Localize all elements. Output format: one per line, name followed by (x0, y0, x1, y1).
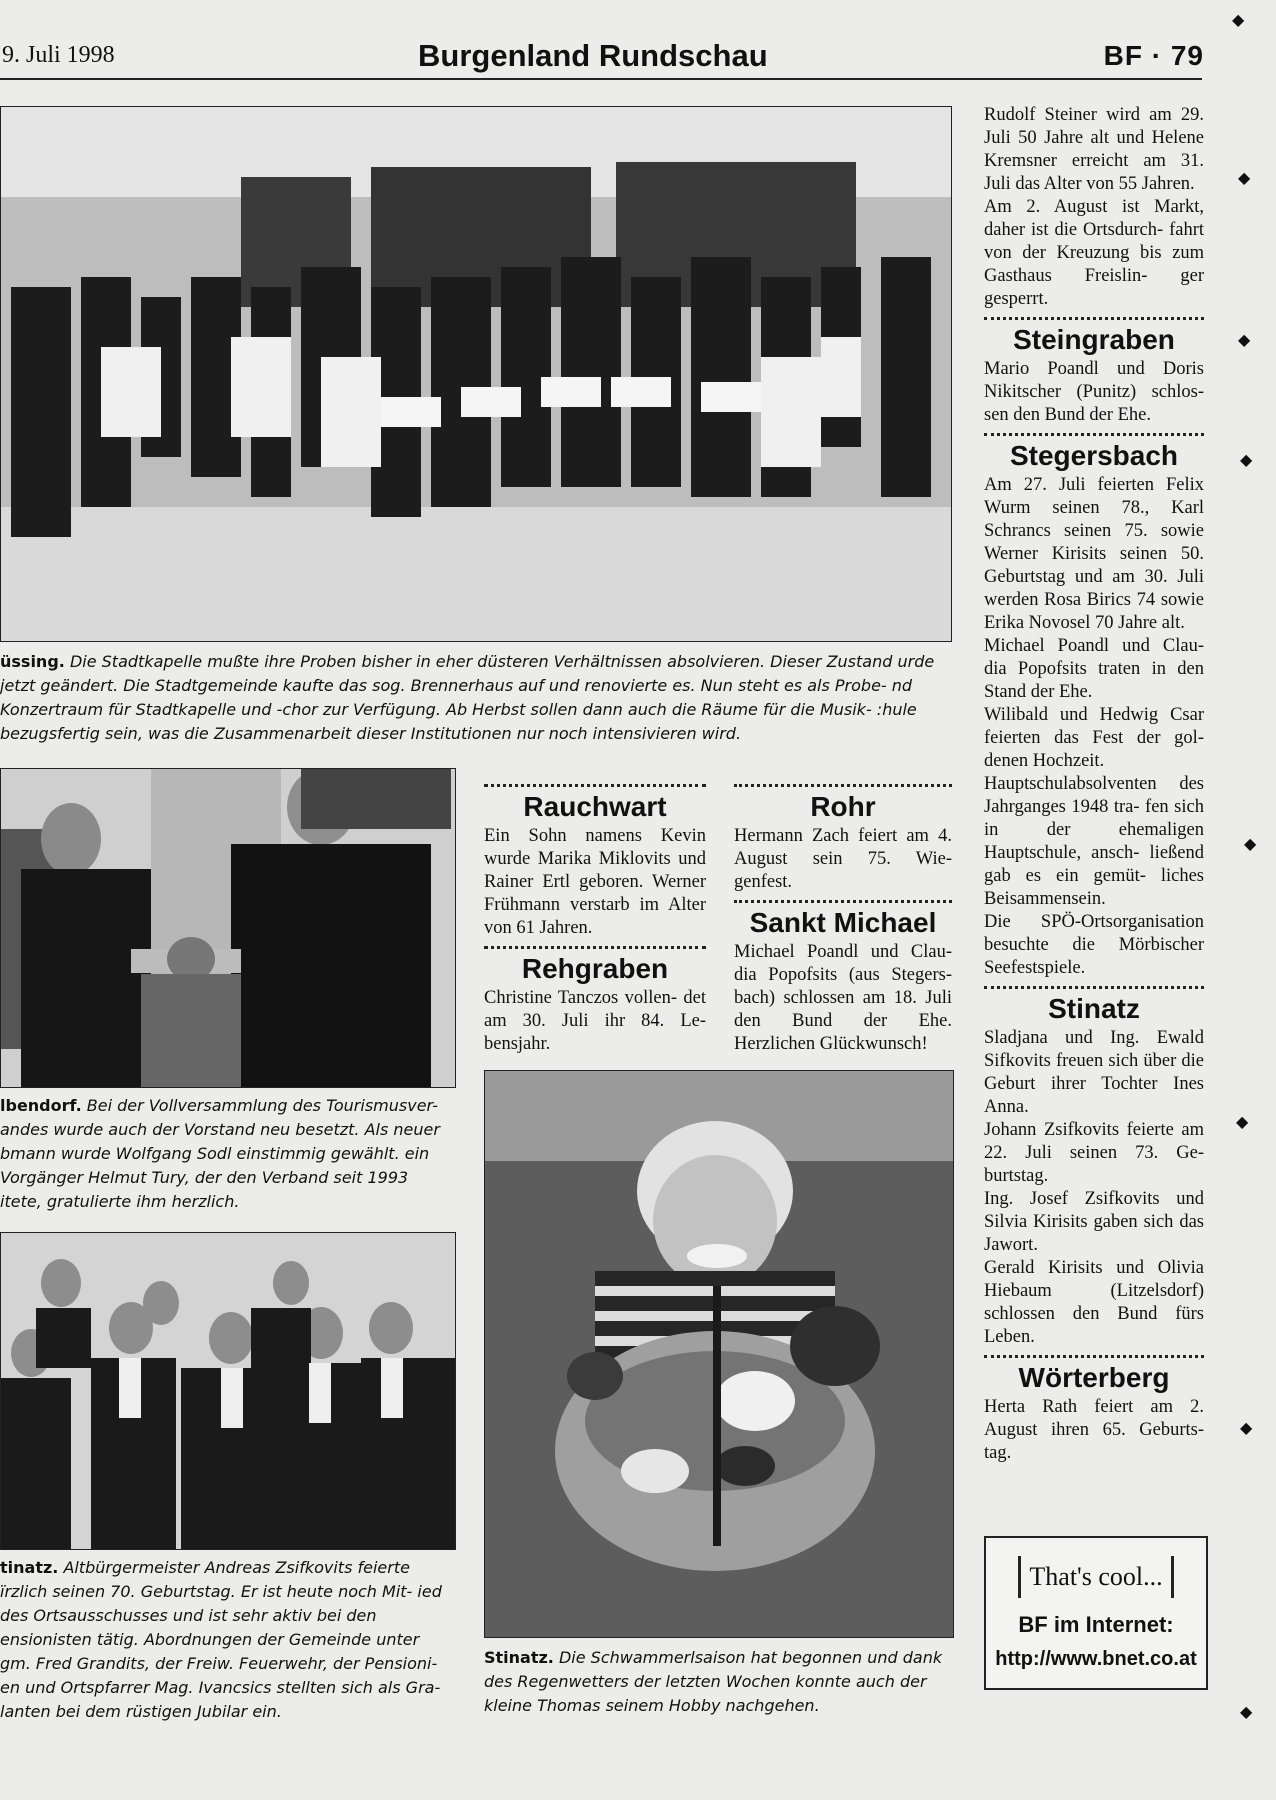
separator (734, 784, 952, 787)
scan-mark-icon: ◆ (1240, 1704, 1253, 1721)
heading-rohr: Rohr (810, 791, 876, 822)
handshake-caption-text: Bei der Vollversammlung des Tourismusver- andes wurde auch der Vorstand neu besetzt. Als neuer bmann wurde Wolfgang Sodl einstimmig gewählt. ein Vorgänger Helmut Tury, der den Verband seit 1993 itete, gratulierte ihm herzlich. (0, 1096, 440, 1211)
scan-mark-icon: ◆ (1238, 170, 1251, 187)
group-photo (0, 1232, 456, 1550)
text-stinatz-4: Gerald Kirisits und Olivia Hiebaum (Litzelsdorf) schlossen den Bund fürs Leben. (984, 1258, 1204, 1347)
heading-rehgraben: Rehgraben (521, 953, 669, 984)
newspaper-title: Burgenland Rundschau (418, 38, 768, 73)
text-rehgraben: Christine Tanczos vollen- det am 30. Juli ihr 84. Le- bensjahr. (484, 988, 706, 1054)
ad-url-link[interactable]: http://www.bnet.co.at (995, 1648, 1197, 1670)
separator (984, 317, 1204, 320)
heading-stegersbach: Stegersbach (1009, 440, 1179, 471)
handshake-caption (0, 1094, 454, 1214)
text-stegersbach-2: Michael Poandl und Clau- dia Popofsits traten in den Stand der Ehe. (984, 636, 1204, 702)
separator (734, 900, 952, 903)
scan-mark-icon: ◆ (1236, 1114, 1249, 1131)
text-sankt-michael: Michael Poandl und Clau- dia Popofsits (aus Stegers- bach) schlossen am 18. Juli den Bund der Ehe. Herzlichen Glückwunsch! (734, 942, 952, 1054)
text-stegersbach-3: Wilibald und Hedwig Csar feierten das Fest der gol- denen Hochzeit. (984, 705, 1204, 771)
heading-steingraben: Steingraben (1013, 324, 1175, 355)
text-stinatz-2: Johann Zsifkovits feierte am 22. Juli seinen 73. Ge- burtstag. (984, 1120, 1204, 1186)
internet-ad (984, 1536, 1208, 1690)
issue-date: 9. Juli 1998 (2, 42, 115, 68)
band-caption-place: üssing. (0, 652, 65, 671)
handshake-photo (0, 768, 456, 1088)
text-rohr: Hermann Zach feiert am 4. August sein 75. Wie- genfest. (734, 826, 952, 892)
text-stegersbach-4: Hauptschulabsolventen des Jahrganges 1948 tra- fen sich in der ehemaligen Hauptschule, ansch- ließend gab es ein gemüt- liches Beisammensein. (984, 774, 1204, 909)
text-intro-2: Am 2. August ist Markt, daher ist die Ortsdurch- fahrt von der Kreuzung bis zum Gasthaus Freislin- ger gesperrt. (984, 197, 1204, 309)
boy-caption (484, 1646, 952, 1718)
separator (484, 946, 706, 949)
text-stegersbach-5: Die SPÖ-Ortsorganisation besuchte die Mörbischer Seefestspiele. (984, 912, 1204, 978)
band-photo (0, 106, 952, 642)
text-stinatz-3: Ing. Josef Zsifkovits und Silvia Kirisits gaben sich das Jawort. (984, 1189, 1204, 1255)
text-worterberg: Herta Rath feiert am 2. August ihren 65. Geburts- tag. (984, 1397, 1204, 1463)
text-intro-1: Rudolf Steiner wird am 29. Juli 50 Jahre alt und Helene Kremsner erreicht am 31. Juli das Alter von 55 Jahren. (984, 105, 1204, 194)
text-steingraben: Mario Poandl und Doris Nikitscher (Punitz) schlos- sen den Bund der Ehe. (984, 359, 1204, 425)
text-stegersbach-1: Am 27. Juli feierten Felix Wurm seinen 78., Karl Schrancs seinen 75. sowie Werner Kirisits seinen 50. Geburtstag und am 30. Juli werden Rosa Birics 74 sowie Erika Novosel 70 Jahre alt. (984, 475, 1204, 633)
boy-caption-place: Stinatz. (484, 1648, 554, 1667)
news-column-mid-left (484, 778, 706, 1056)
group-caption-place: tinatz. (0, 1558, 59, 1577)
heading-rauchwart: Rauchwart (523, 791, 667, 822)
separator (984, 986, 1204, 989)
separator (984, 1355, 1204, 1358)
ad-headline: BF im Internet: (1018, 1612, 1174, 1637)
scan-mark-icon: ◆ (1232, 12, 1245, 29)
heading-worterberg: Wörterberg (1018, 1362, 1170, 1393)
group-photo-graphic (1, 1233, 455, 1549)
heading-stinatz: Stinatz (1048, 993, 1140, 1024)
scan-mark-icon: ◆ (1240, 452, 1253, 469)
boy-caption-text: Die Schwammerlsaison hat begonnen und dank des Regenwetters der letzten Wochen konnte auch der kleine Thomas seinem Hobby nachgehen. (484, 1648, 943, 1715)
boy-photo (484, 1070, 954, 1638)
band-caption (0, 650, 950, 746)
separator (484, 784, 706, 787)
handshake-caption-place: lbendorf. (0, 1096, 82, 1115)
text-rauchwart: Ein Sohn namens Kevin wurde Marika Miklovits und Rainer Ertl geboren. Werner Frühmann verstarb im Alter von 61 Jahren. (484, 826, 706, 938)
scan-mark-icon: ◆ (1240, 1420, 1253, 1437)
separator (984, 433, 1204, 436)
header-rule (0, 78, 1202, 80)
handshake-photo-graphic (1, 769, 455, 1087)
ad-slogan: That's cool... (1018, 1556, 1173, 1598)
group-caption (0, 1556, 454, 1724)
news-column-mid-right (734, 778, 952, 1056)
scan-mark-icon: ◆ (1238, 332, 1251, 349)
news-column-right (984, 104, 1204, 1465)
heading-sankt-michael: Sankt Michael (749, 907, 937, 938)
scan-mark-icon: ◆ (1244, 836, 1257, 853)
band-photo-graphic (1, 107, 951, 641)
boy-photo-graphic (485, 1071, 953, 1637)
page-number: BF · 79 (1103, 40, 1204, 71)
group-caption-text: Altbürgermeister Andreas Zsifkovits feierte ïrzlich seinen 70. Geburtstag. Er ist heute noch Mit- ied des Ortsausschusses und ist sehr aktiv bei den ensionisten tätig. Abordnungen der Gemeinde unter gm. Fred Grandits, der Freiw. Feuerwehr, der Pensioni- en und Ortspfarrer Mag. Ivancsics stellten sich als Gra- lanten bei dem rüstigen Jubilar ein. (0, 1558, 442, 1721)
band-caption-text: Die Stadtkapelle mußte ihre Proben bisher in eher düsteren Verhältnissen absolvieren. Dieser Zustand urde jetzt geändert. Die Stadtgemeinde kaufte das sog. Brennerhaus auf und renovierte es. Nun steht es als Probe- nd Konzertraum für Stadtkapelle und -chor zur Verfügung. Ab Herbst sollen dann auch die Räume für die Musik- :hule bezugsfertig sein, was die Zusammenarbeit dieser Institutionen nur noch intensivieren wird. (0, 652, 935, 743)
text-stinatz-1: Sladjana und Ing. Ewald Sifkovits freuen sich über die Geburt ihrer Tochter Ines Anna. (984, 1028, 1204, 1117)
